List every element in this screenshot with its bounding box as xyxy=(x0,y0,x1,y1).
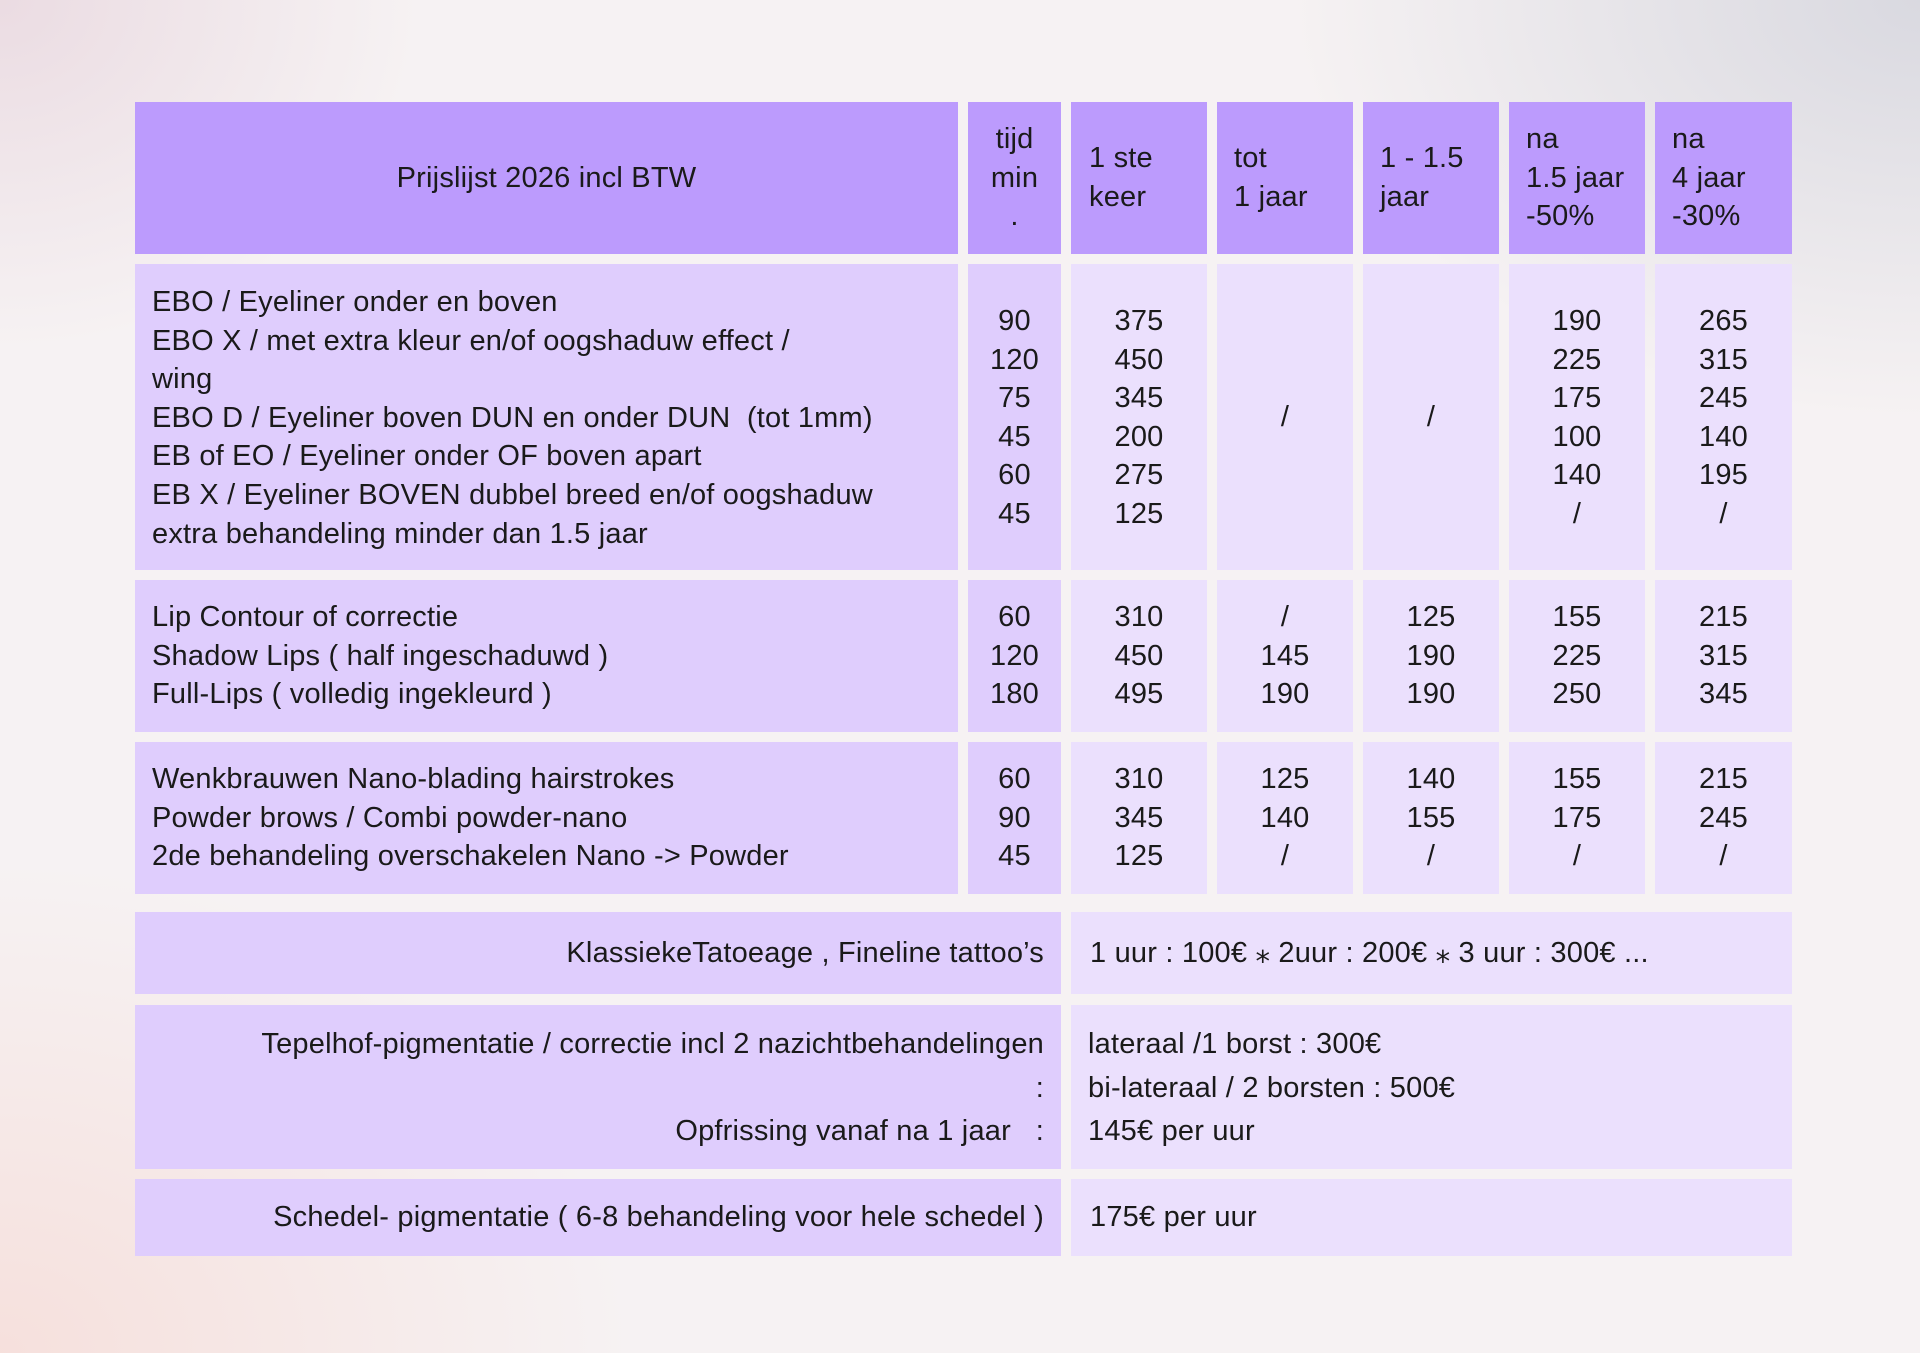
tijd-value: 120 xyxy=(990,343,1039,376)
nipple-label-cell xyxy=(135,1005,1061,1169)
price-value: 125 xyxy=(1114,497,1164,530)
tijd-value: 75 xyxy=(998,382,1031,415)
price-value: 250 xyxy=(1552,678,1602,711)
lips-tot1 xyxy=(1217,580,1353,732)
tijd-value: 60 xyxy=(998,763,1031,795)
eyeliner-na15 xyxy=(1509,264,1645,570)
price-value: 275 xyxy=(1114,459,1164,492)
price-value: 245 xyxy=(1699,801,1748,834)
price-value: 155 xyxy=(1552,763,1602,795)
treatment-label: Shadow Lips ( half ingeschaduwd ) xyxy=(152,639,609,672)
price-value: / xyxy=(1572,840,1582,873)
eyeliner-labels xyxy=(135,264,958,570)
treatment-label: extra behandeling minder dan 1.5 jaar xyxy=(152,517,648,550)
tijd-value: 45 xyxy=(998,420,1031,453)
treatment-label: EBO D / Eyeliner boven DUN en onder DUN (tot 1mm) xyxy=(152,401,873,434)
header-col-eerste xyxy=(1071,102,1207,254)
price-value: / xyxy=(1426,400,1436,433)
price-value: / xyxy=(1572,497,1582,530)
header-col-tijd-line: tijd xyxy=(995,123,1034,155)
header-col-tijd-line: . xyxy=(1010,200,1019,233)
eyeliner-tot1 xyxy=(1217,264,1353,570)
price-value: 140 xyxy=(1406,763,1456,795)
header-col-tot15 xyxy=(1363,102,1499,254)
nipple-price-cell xyxy=(1071,1005,1792,1169)
tattoo-label: KlassiekeTatoeage , Fineline tattoo’s xyxy=(566,936,1044,969)
tijd-value: 180 xyxy=(990,678,1039,711)
price-value: / xyxy=(1426,840,1436,873)
header-col-na4-line: -30% xyxy=(1672,200,1741,233)
price-value: 265 xyxy=(1699,305,1748,337)
price-value: 125 xyxy=(1260,763,1310,795)
treatment-label: Powder brows / Combi powder-nano xyxy=(152,801,628,834)
price-value: 140 xyxy=(1552,459,1602,492)
header-col-tot1-line: 1 jaar xyxy=(1234,180,1308,213)
tijd-value: 45 xyxy=(998,497,1031,530)
header-col-tot1-line: tot xyxy=(1234,142,1267,174)
price-value: / xyxy=(1719,840,1728,873)
price-value: 155 xyxy=(1552,601,1602,633)
scalp-price-cell xyxy=(1071,1179,1792,1256)
price-value: / xyxy=(1280,601,1290,633)
price-value: 450 xyxy=(1114,343,1164,376)
brows-tot1 xyxy=(1217,742,1353,894)
header-col-na15-line: 1.5 jaar xyxy=(1526,161,1625,194)
treatment-label: 2de behandeling overschakelen Nano -> Powder xyxy=(152,840,789,873)
price-value: 225 xyxy=(1552,639,1602,672)
scalp-label-cell xyxy=(135,1179,1061,1256)
tijd-value: 90 xyxy=(998,305,1031,337)
price-value: 190 xyxy=(1260,678,1310,711)
header-col-na4-line: 4 jaar xyxy=(1672,161,1746,194)
lips-na4 xyxy=(1655,580,1792,732)
header-col-tot15-line: 1 - 1.5 xyxy=(1380,142,1464,174)
price-value: 345 xyxy=(1114,801,1164,834)
header-col-eerste-line: 1 ste xyxy=(1089,142,1153,174)
price-value: 125 xyxy=(1406,601,1456,633)
price-value: 345 xyxy=(1699,678,1748,711)
price-value: 100 xyxy=(1552,420,1602,453)
treatment-label: EB of EO / Eyeliner onder OF boven apart xyxy=(152,440,702,473)
price-value: / xyxy=(1719,497,1728,530)
price-value: / xyxy=(1280,840,1290,873)
price-value: 225 xyxy=(1552,343,1602,376)
nipple-price-line: 145€ per uur xyxy=(1088,1115,1255,1147)
price-value: 125 xyxy=(1114,840,1164,873)
price-value: 190 xyxy=(1552,305,1602,337)
treatment-label: EB X / Eyeliner BOVEN dubbel breed en/of oogshaduw xyxy=(152,478,873,511)
price-value: 495 xyxy=(1114,678,1164,711)
price-value: 315 xyxy=(1699,343,1748,376)
nipple-label-line: Opfrissing vanaf na 1 jaar : xyxy=(675,1115,1044,1147)
price-value: 190 xyxy=(1406,678,1456,711)
header-col-na15-line: na xyxy=(1526,123,1559,155)
header-title: Prijslijst 2026 incl BTW xyxy=(396,161,697,194)
price-value: 145 xyxy=(1260,639,1310,672)
brows-eerste xyxy=(1071,742,1207,894)
nipple-label-line: Tepelhof-pigmentatie / correctie incl 2 nazichtbehandelingen xyxy=(261,1028,1044,1060)
tijd-value: 120 xyxy=(990,639,1039,672)
eyeliner-eerste xyxy=(1071,264,1207,570)
header-col-eerste-line: keer xyxy=(1089,180,1147,213)
price-value: 245 xyxy=(1699,382,1748,415)
price-value: 175 xyxy=(1552,801,1602,834)
price-value: 215 xyxy=(1699,601,1748,633)
header-col-na4 xyxy=(1655,102,1792,254)
treatment-label: wing xyxy=(152,363,213,396)
price-value: 140 xyxy=(1260,801,1310,834)
tijd-value: 90 xyxy=(998,801,1031,834)
treatment-label: EBO X / met extra kleur en/of oogshaduw effect / xyxy=(152,324,790,357)
tattoo-price-cell xyxy=(1071,912,1792,994)
nipple-price-line: bi-lateraal / 2 borsten : 500€ xyxy=(1088,1071,1456,1104)
tijd-value: 60 xyxy=(998,459,1031,492)
treatment-label: Wenkbrauwen Nano-blading hairstrokes xyxy=(152,763,675,795)
tijd-value: 45 xyxy=(998,840,1031,873)
scalp-label: Schedel- pigmentatie ( 6-8 behandeling voor hele schedel ) xyxy=(273,1201,1044,1234)
header-title-cell xyxy=(135,102,958,254)
lips-na15 xyxy=(1509,580,1645,732)
scalp-price: 175€ per uur xyxy=(1090,1201,1257,1234)
eyeliner-tijd xyxy=(968,264,1061,570)
header-col-na15 xyxy=(1509,102,1645,254)
eyeliner-na4 xyxy=(1655,264,1792,570)
treatment-label: EBO / Eyeliner onder en boven xyxy=(152,286,558,318)
eyeliner-tot15 xyxy=(1363,264,1499,570)
price-value: 200 xyxy=(1114,420,1164,453)
header-col-tot1 xyxy=(1217,102,1353,254)
header-col-na15-line: -50% xyxy=(1526,200,1595,233)
nipple-label-line: : xyxy=(1035,1071,1044,1104)
tijd-value: 60 xyxy=(998,601,1031,633)
brows-tot15 xyxy=(1363,742,1499,894)
price-value: 345 xyxy=(1114,382,1164,415)
price-value: 195 xyxy=(1699,459,1748,492)
header-col-na4-line: na xyxy=(1672,123,1705,155)
lips-eerste xyxy=(1071,580,1207,732)
brows-labels xyxy=(135,742,958,894)
price-value: 310 xyxy=(1114,601,1164,633)
treatment-label: Full-Lips ( volledig ingekleurd ) xyxy=(152,678,552,711)
header-col-tot15-line: jaar xyxy=(1380,180,1430,213)
price-value: 215 xyxy=(1699,763,1748,795)
price-value: 175 xyxy=(1552,382,1602,415)
treatment-label: Lip Contour of correctie xyxy=(152,601,459,633)
brows-tijd xyxy=(968,742,1061,894)
tattoo-label-cell xyxy=(135,912,1061,994)
price-value: / xyxy=(1280,400,1290,433)
price-value: 375 xyxy=(1114,305,1164,337)
brows-na4 xyxy=(1655,742,1792,894)
price-value: 450 xyxy=(1114,639,1164,672)
price-value: 140 xyxy=(1699,420,1748,453)
lips-tijd xyxy=(968,580,1061,732)
header-col-tijd xyxy=(968,102,1061,254)
price-value: 315 xyxy=(1699,639,1748,672)
lips-tot15 xyxy=(1363,580,1499,732)
header-col-tijd-line: min xyxy=(990,161,1039,194)
brows-na15 xyxy=(1509,742,1645,894)
nipple-price-line: lateraal /1 borst : 300€ xyxy=(1088,1028,1382,1060)
price-value: 155 xyxy=(1406,801,1456,834)
price-value: 310 xyxy=(1114,763,1164,795)
tattoo-price: 1 uur : 100€ ⁎ 2uur : 200€ ⁎ 3 uur : 300€ ... xyxy=(1090,936,1649,969)
lips-labels xyxy=(135,580,958,732)
price-value: 190 xyxy=(1406,639,1456,672)
